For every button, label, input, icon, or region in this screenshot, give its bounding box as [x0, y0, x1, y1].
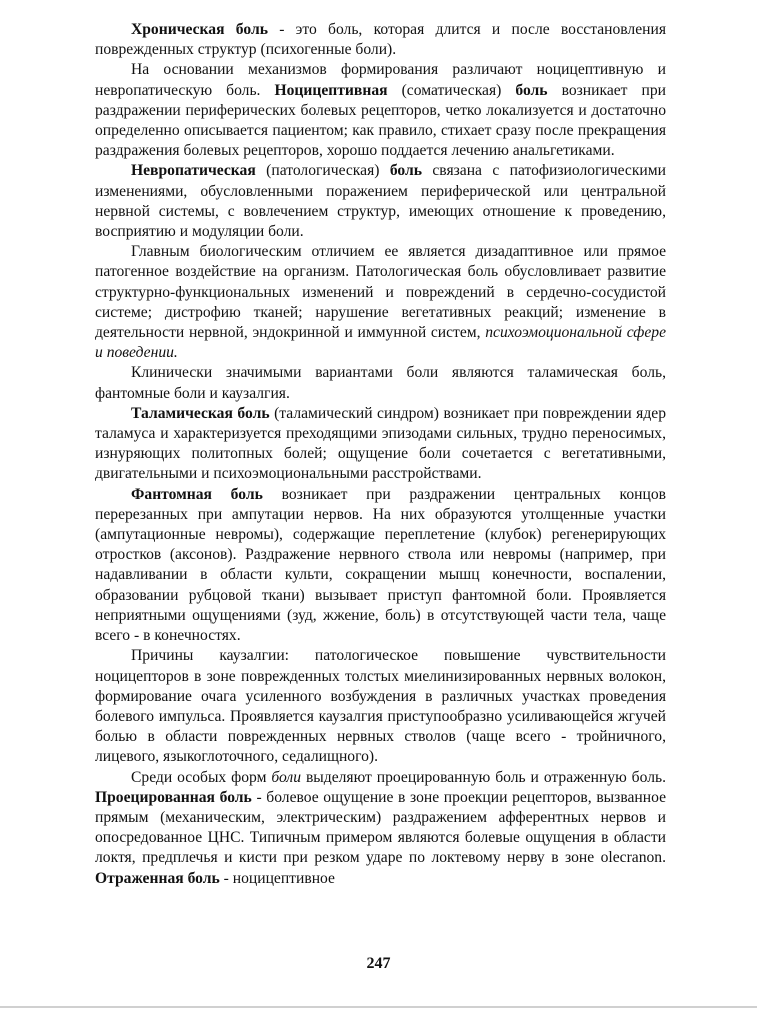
- term-pain: боль: [515, 81, 548, 99]
- paragraph: [95, 768, 666, 889]
- paragraph: [95, 242, 666, 363]
- paragraph-text: связана с патофизиологическими изменениями, обусловленными поражением периферической или центральной нервной системы, с вовлечением структур, имеющих отношение к проведению, восприятию и модуляции боли.: [95, 162, 666, 241]
- term-referred-pain: Отраженная боль: [95, 869, 220, 887]
- paragraph: [95, 60, 666, 161]
- term-nociceptive: Ноцицептивная: [274, 81, 388, 99]
- term-pain: боль: [389, 162, 422, 180]
- page-number: 247: [366, 955, 391, 972]
- term-phantom-pain: Фантомная боль: [131, 485, 263, 503]
- paragraph-text: возникает при раздражении центральных концов перерезанных при ампутации нервов. На них образуются утолщенные участки (ампутационные невромы), содержащие переплетение (клубок) регенерирующих отростков (аксонов). Раздражение нервного ствола или невромы (например, при надавливании в области культи, сокращении мышц конечности, воспалении, образовании рубцовой ткани) вызывает приступ фантомной боли. Проявляется неприятными ощущениями (зуд, жжение, боль) в отсутствующей части тела, чаще всего - в конечностях.: [95, 485, 666, 645]
- italic-text: боли: [271, 768, 302, 786]
- term-thalamic-pain: Таламическая боль: [131, 404, 270, 422]
- paragraph-text: - это боль, которая длится и после восстановления поврежденных структур (психогенные боли).: [95, 21, 667, 59]
- paragraph-text: (патологическая): [255, 162, 390, 180]
- paragraph-text: - болевое ощущение в зоне проекции рецепторов, вызванное прямым (механическим, электрическим) раздражением афферентных нервов и опосредованное ЦНС. Типичным примером являются болевые ощущения в области локтя, предплечья и кисти при резком ударе по локтевому нерву в зоне olecranon.: [95, 788, 666, 867]
- paragraph-text: (таламический синдром) возникает при повреждении ядер таламуса и характеризуется преходящими эпизодами сильных, трудно переносимых, изнуряющих политопных болей; ощущение боли сочетается с вегетативными, двигательными и психоэмоциональными расстройствами.: [95, 404, 667, 483]
- paragraph-text: Клинически значимыми вариантами боли являются таламическая боль, фантомные боли и каузалгия.: [95, 364, 666, 402]
- term-projected-pain: Проецированная боль: [95, 788, 252, 806]
- paragraph-text: Среди особых форм: [131, 768, 272, 786]
- paragraph-text: На основании механизмов формирования различают ноцицептивную и невропатическую боль.: [95, 61, 666, 99]
- paragraph: [95, 363, 666, 403]
- paragraph: [95, 20, 666, 60]
- paragraph-text: - ноцицептивное: [219, 869, 335, 887]
- paragraph: [95, 161, 666, 242]
- paragraph-text: возникает при раздражении периферических болевых рецепторов, четко локализуется и достаточно определенно описывается пациентом; как правило, стихает сразу после прекращения раздражения болевых рецепторов, хорошо поддается лечению анальгетиками.: [95, 81, 666, 160]
- paragraph-text: Главным биологическим отличием ее является дизадаптивное или прямое патогенное воздействие на организм. Патологическая боль обусловливает развитие структурно-функциональных изменений и повреждений в сердечно-сосудистой системе; дистрофию тканей; нарушение вегетативных реакций; изменение в деятельности нервной, эндокринной и иммунной систем,: [95, 243, 666, 342]
- scan-edge-divider: [0, 1006, 757, 1008]
- paragraph: [95, 404, 666, 485]
- page-body: [95, 20, 666, 889]
- italic-text: психоэмоциональной сфере и поведении.: [95, 324, 666, 362]
- paragraph-text: (соматическая): [387, 81, 516, 99]
- term-neuropathic: Невропатическая: [131, 162, 256, 180]
- paragraph: [95, 646, 666, 767]
- paragraph-text: выделяют проецированную боль и отраженную боль.: [301, 768, 666, 786]
- paragraph-text: Причины каузалгии: патологическое повышение чувствительности ноцицепторов в зоне поврежденных толстых миелинизированных нервных волокон, формирование очага усиленного возбуждения в различных участках проведения болевого импульса. Проявляется каузалгия приступообразно усиливающейся жгучей болью в области поврежденных нервных стволов (чаще всего - тройничного, лицевого, языкоглоточного, седалищного).: [95, 647, 666, 766]
- paragraph: [95, 485, 666, 647]
- term-chronic-pain: Хроническая боль: [131, 21, 268, 38]
